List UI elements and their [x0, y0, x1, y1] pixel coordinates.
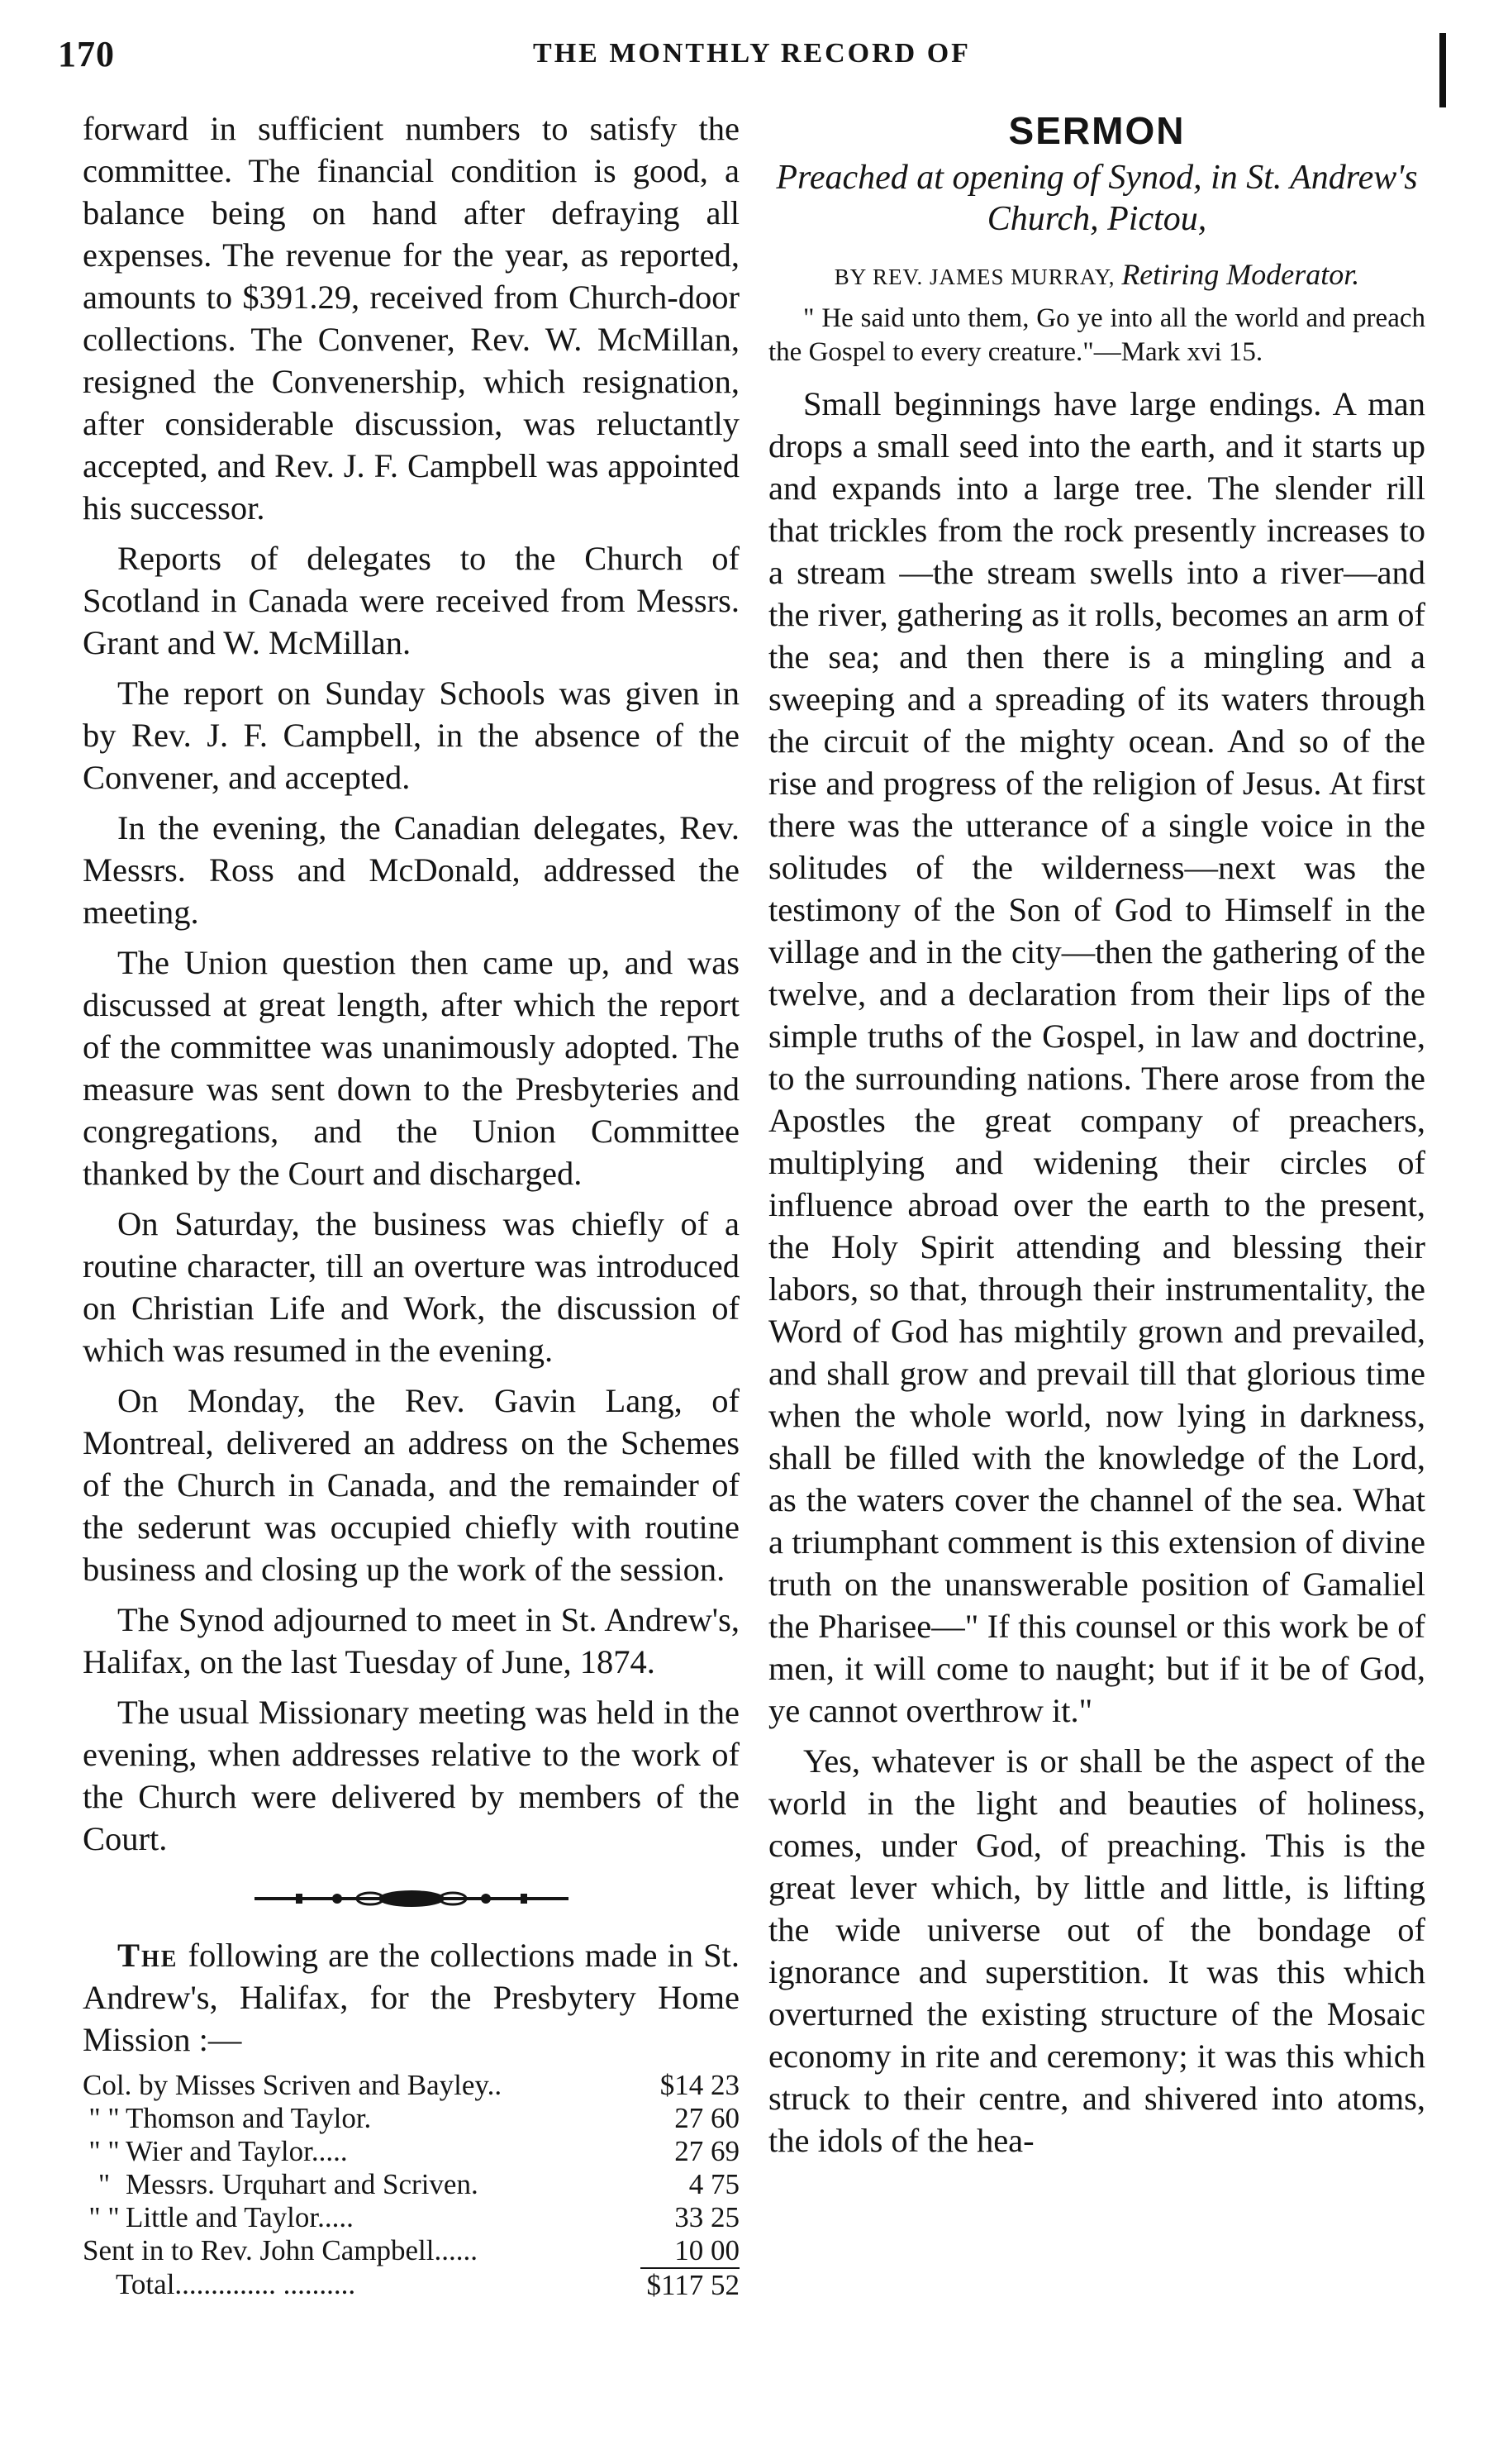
ornamental-divider — [246, 1885, 577, 1913]
table-row — [83, 2201, 740, 2234]
row-label: Wier and Taylor..... — [126, 2135, 348, 2167]
total-label: Total.............. .......... — [116, 2268, 356, 2300]
table-row — [83, 2234, 740, 2268]
paragraph: Small beginnings have large endings. A man drops a small seed into the earth, and it starts up and expands into a large tree. The slender rill that trickles from the rock presently increases to a stream —the stream swells into a river—and the river, gathering as it rolls, becomes an arm of the sea; and then there is a mingling and a sweeping and a spreading of its waters through the circuit of the mighty ocean. And so of the rise and progress of the religion of Jesus. At first there was the utterance of a single voice in the solitudes of the wilderness—next was the testimony of the Son of God to Himself in the village and in the city—then the gathering of the twelve, and a declaration from their lips of the simple truths of the Gospel, in law and doctrine, to the surrounding nations. There arose from the Apostles the great company of preachers, multiplying and widening their circles of influence abroad over the earth to the present, the Holy Spirit attending and blessing their labors, so that, through their instrumentality, the Word of God has mightily grown and prevailed, and shall grow and prevail till that glorious time when the whole world, now lying in darkness, shall be filled with the knowledge of the Lord, as the waters cover the channel of the sea. What a triumphant comment is this extension of divine truth on the unanswerable position of Gamaliel the Pharisee—" If this counsel or this work be of men, it will come to naught; but if it be of God, ye cannot overthrow it." — [768, 385, 1425, 1729]
intro-initial-word: The — [117, 1937, 178, 1974]
row-amount: 33 25 — [674, 2201, 740, 2233]
byline-role: Retiring Moderator. — [1121, 258, 1360, 291]
row-amount: 27 60 — [674, 2102, 740, 2134]
row-amount: 4 75 — [688, 2168, 740, 2200]
row-label: Thomson and Taylor. — [126, 2102, 372, 2134]
left-column — [83, 107, 740, 2302]
row-amount: 27 69 — [674, 2135, 740, 2167]
ditto-marks: " " — [88, 2102, 120, 2134]
row-label: Messrs. Urquhart and Scriven. — [126, 2168, 478, 2200]
paragraph: On Monday, the Rev. Gavin Lang, of Montreal, delivered an address on the Schemes of the Church in Canada, and the remainder of the sederunt was occupied chiefly with routine business and closing up the work of the session. — [83, 1382, 740, 1588]
row-label: Sent in to Rev. John Campbell...... — [83, 2234, 478, 2266]
collections-table — [83, 2069, 740, 2302]
ditto-marks: " — [98, 2168, 111, 2200]
total-amount: $117 52 — [646, 2269, 740, 2301]
running-title: THE MONTHLY RECORD OF — [533, 38, 971, 69]
paragraph: The usual Missionary meeting was held in the evening, when addresses relative to the work of the Church were delivered by members of the Court. — [83, 1694, 740, 1857]
paragraph: Reports of delegates to the Church of Scotland in Canada were received from Messrs. Grant and W. McMillan. — [83, 540, 740, 661]
table-row — [83, 2102, 740, 2135]
paragraph: The Synod adjourned to meet in St. Andrew's, Halifax, on the last Tuesday of June, 1874. — [83, 1601, 740, 1680]
paragraph: On Saturday, the business was chiefly of a routine character, till an overture was introduced on Christian Life and Work, the discussion of which was resumed in the evening. — [83, 1205, 740, 1369]
total-row — [83, 2268, 740, 2302]
page-edge-mark — [1439, 33, 1446, 107]
table-row — [83, 2168, 740, 2201]
table-row — [83, 2069, 740, 2102]
page-number: 170 — [58, 34, 115, 74]
epigraph: " He said unto them, Go ye into all the world and preach the Gospel to every creature."—Mark xvi 15. — [768, 303, 1425, 367]
intro-text: following are the collections made in St. Andrew's, Halifax, for the Presbytery Home Mission :— — [83, 1937, 740, 2058]
row-label: Col. by Misses Scriven and Bayley.. — [83, 2069, 502, 2101]
row-amount: $14 23 — [659, 2069, 740, 2101]
ditto-marks: " " — [88, 2201, 120, 2233]
byline — [768, 258, 1425, 293]
paragraph: In the evening, the Canadian delegates, Rev. Messrs. Ross and McDonald, addressed the meeting. — [83, 809, 740, 931]
row-label: Little and Taylor..... — [126, 2201, 354, 2233]
row-amount: 10 00 — [640, 2234, 740, 2268]
paragraph: Yes, whatever is or shall be the aspect of the world in the light and beauties of holiness, comes, under God, of preaching. This is the great lever which, by little and little, is lifting the wide universe out of the bondage of ignorance and superstition. It was this which overturned the existing structure of the Mosaic economy in rite and ceremony; it was this which struck to their centre, and shivered into atoms, the idols of the hea- — [768, 1742, 1425, 2159]
byline-author: BY REV. JAMES MURRAY, — [834, 265, 1116, 289]
paragraph: The Union question then came up, and was discussed at great length, after which the report of the committee was unanimously adopted. The measure was sent down to the Presbyteries and congregations, and the Union Committee thanked by the Court and discharged. — [83, 944, 740, 1192]
page-header — [58, 33, 1446, 83]
sermon-subtitle: Preached at opening of Synod, in St. Andrew's Church, Pictou, — [776, 159, 1418, 238]
paragraph: forward in sufficient numbers to satisfy the committee. The financial condition is good, a balance being on hand after defraying all expenses. The revenue for the year, as reported, amounts to $391.29, received from Church-door collections. The Convener, Rev. W. McMillan, resigned the Convenership, which resignation, after considerable discussion, was reluctantly accepted, and Rev. J. F. Campbell was appointed his successor. — [83, 110, 740, 527]
collections-intro — [83, 1934, 740, 2061]
right-column — [768, 107, 1425, 2170]
paragraph: The report on Sunday Schools was given in by Rev. J. F. Campbell, in the absence of the Convener, and accepted. — [83, 674, 740, 796]
ditto-marks: " " — [88, 2135, 120, 2167]
table-row — [83, 2135, 740, 2168]
sermon-heading: SERMON — [1008, 109, 1186, 152]
